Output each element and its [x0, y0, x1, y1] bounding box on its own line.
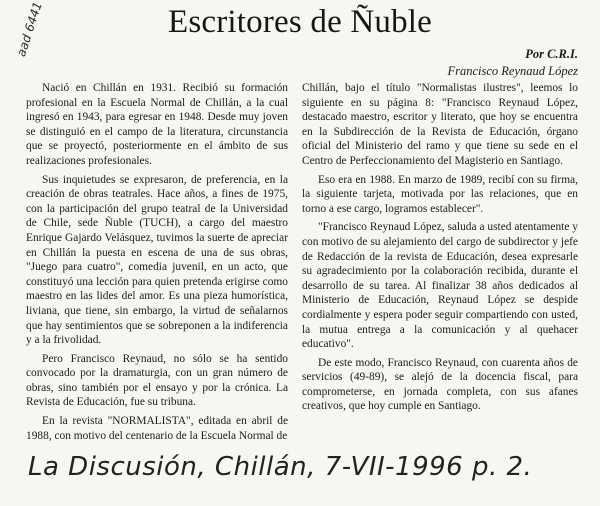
article-title: Escritores de Ñuble — [167, 4, 433, 40]
left-column — [26, 81, 288, 447]
handwritten-marginal-note: aad 6441 — [14, 0, 45, 59]
paragraph: Pero Francisco Reynaud, no sólo se ha sentido convocado por la dramaturgia, con un gran número de obras, sino también por el ensayo y por la crónica. La Revista de Educación, fue su tribuna. — [26, 352, 288, 409]
right-column — [302, 81, 578, 418]
paragraph: Sus inquietudes se expresaron, de preferencia, en la creación de obras teatrales. Hace años, a fines de 1975, con la participación del grupo teatral de la Universidad de Chile, sede Ñuble (TUCH), a cargo del maestro Enrique Gajardo Velásquez, tuvimos la suerte de apreciar en Chillán la puesta en escena de una de sus obras, "Juego para cuatro", comedia juvenil, en un acto, que constituyó una lección para quien pretenda erigirse como maestro en las lides del amor. Es una pieza humorística, liviana, que tiene, sin embargo, la virtud de señalarnos que hay sentimientos que se sobreponen a la indiferencia y a la frivolidad. — [26, 173, 288, 347]
paragraph: De este modo, Francisco Reynaud, con cuarenta años de servicios (49-89), se alejó de la docencia fiscal, para comprometerse, en jornada completa, con sus afanes creativos, que hoy cumple en Santiago. — [302, 356, 578, 413]
paragraph: En la revista "NORMALISTA", editada en abril de 1988, con motivo del centenario de la Escuela Normal de — [26, 415, 288, 442]
paragraph: Chillán, bajo el título "Normalistas ilustres", leemos lo siguiente en su página 8: "Francisco Reynaud López, destacado maestro, escritor y literato, que hoy se encuentra en la Subdirección de la Revista de Educación, órgano oficial del Ministerio del ramo y que tiene su sede en el Centro de Perfeccionamiento del Magisterio en Santiago. — [302, 82, 578, 167]
paragraph: Eso era en 1988. En marzo de 1989, recibí con su firma, la siguiente tarjeta, motivada por las relaciones, que en torno a ese cargo, logramos establecer". — [302, 173, 578, 215]
byline-subject: Francisco Reynaud López — [447, 64, 578, 78]
paragraph: Nació en Chillán en 1931. Recibió su formación profesional en la Escuela Normal de Chillán, a la cual ingresó en 1943, para egresar en 1948. Desde muy joven se distinguió en el campo de la literatura, circunstancia que se proyectó, posteriormente en el ámbito de sus realizaciones profesionales. — [26, 82, 288, 167]
byline-author: Por C.R.I. — [525, 47, 578, 61]
paragraph: "Francisco Reynaud López, saluda a usted atentamente y con motivo de su alejamiento del cargo de subdirector y jefe de Redacción de la revista de Educación, desea expresarle su agradecimiento por la colaboración recibida, durante el desarrollo de su tarea. Al finalizar 38 años dedicados al Ministerio de Educación, Reynaud López se despide cordialmente y espera poder seguir compartiendo con usted, la mutua entrega a la comunicación y al quehacer educativo". — [302, 221, 578, 351]
handwritten-source-note: La Discusión, Chillán, 7-VII-1996 p. 2. — [28, 452, 533, 482]
byline — [447, 46, 578, 80]
